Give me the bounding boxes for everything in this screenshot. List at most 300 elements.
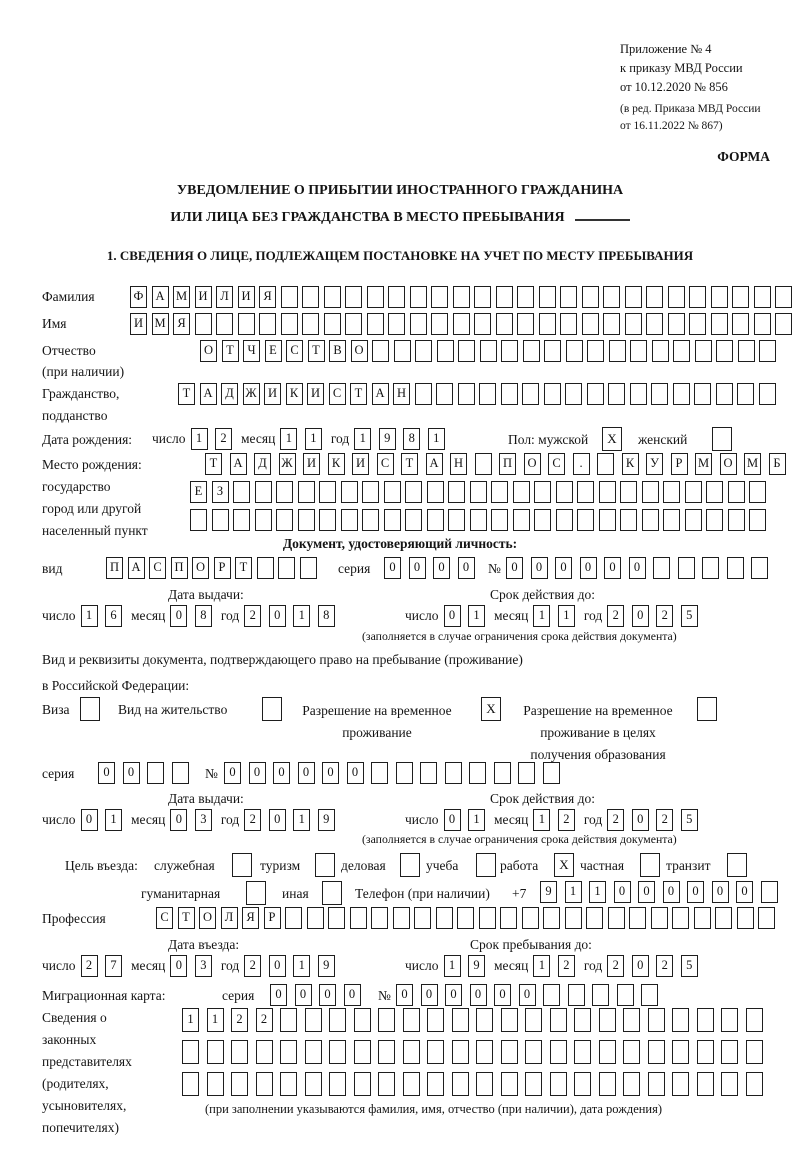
char-box[interactable]: [608, 907, 625, 929]
char-box[interactable]: 1: [305, 428, 322, 450]
char-box[interactable]: [501, 383, 518, 405]
char-box[interactable]: [328, 907, 345, 929]
char-box[interactable]: Я: [173, 313, 190, 335]
char-box[interactable]: [754, 286, 771, 308]
char-box[interactable]: 0: [98, 762, 115, 784]
char-box[interactable]: [620, 509, 637, 531]
char-box[interactable]: [775, 286, 792, 308]
char-box[interactable]: [737, 383, 754, 405]
char-box[interactable]: И: [307, 383, 324, 405]
char-box[interactable]: 0: [494, 984, 511, 1006]
char-box[interactable]: [711, 313, 728, 335]
purpose-business-checkbox[interactable]: [400, 853, 420, 877]
char-box[interactable]: [597, 453, 614, 475]
char-box[interactable]: А: [230, 453, 247, 475]
char-box[interactable]: [685, 481, 702, 503]
char-box[interactable]: [685, 509, 702, 531]
char-box[interactable]: [721, 1008, 738, 1032]
char-box[interactable]: [257, 557, 274, 579]
char-box[interactable]: [354, 1072, 371, 1096]
char-box[interactable]: 2: [81, 955, 98, 977]
char-box[interactable]: [574, 1072, 591, 1096]
char-box[interactable]: [630, 383, 647, 405]
char-box[interactable]: [518, 762, 535, 784]
char-box[interactable]: [393, 907, 410, 929]
char-box[interactable]: [182, 1040, 199, 1064]
char-box[interactable]: [302, 286, 319, 308]
char-box[interactable]: [586, 907, 603, 929]
char-box[interactable]: [233, 509, 250, 531]
char-box[interactable]: [427, 1008, 444, 1032]
education-residence-checkbox[interactable]: [697, 697, 717, 721]
char-box[interactable]: 2: [607, 955, 624, 977]
char-box[interactable]: [517, 286, 534, 308]
char-box[interactable]: [172, 762, 189, 784]
char-box[interactable]: [539, 313, 556, 335]
char-box[interactable]: 1: [354, 428, 371, 450]
char-box[interactable]: [436, 383, 453, 405]
char-box[interactable]: [652, 340, 669, 362]
char-box[interactable]: [663, 509, 680, 531]
char-box[interactable]: [501, 1040, 518, 1064]
char-box[interactable]: [305, 1008, 322, 1032]
char-box[interactable]: [513, 481, 530, 503]
char-box[interactable]: [457, 907, 474, 929]
char-box[interactable]: [689, 286, 706, 308]
char-box[interactable]: [732, 313, 749, 335]
char-box[interactable]: 0: [170, 955, 187, 977]
char-box[interactable]: 0: [444, 605, 461, 627]
char-box[interactable]: [556, 481, 573, 503]
char-box[interactable]: [276, 509, 293, 531]
char-box[interactable]: [491, 481, 508, 503]
char-box[interactable]: 0: [269, 955, 286, 977]
char-box[interactable]: [543, 984, 560, 1006]
char-box[interactable]: Т: [205, 453, 222, 475]
char-box[interactable]: [565, 383, 582, 405]
char-box[interactable]: [431, 286, 448, 308]
char-box[interactable]: [372, 340, 389, 362]
char-box[interactable]: [721, 1040, 738, 1064]
char-box[interactable]: [544, 340, 561, 362]
char-box[interactable]: [281, 313, 298, 335]
char-box[interactable]: [711, 286, 728, 308]
char-box[interactable]: [706, 481, 723, 503]
char-box[interactable]: 2: [558, 955, 575, 977]
purpose-humanitarian-checkbox[interactable]: [246, 881, 266, 905]
char-box[interactable]: [319, 509, 336, 531]
purpose-other-checkbox[interactable]: [322, 881, 342, 905]
char-box[interactable]: [721, 1072, 738, 1096]
char-box[interactable]: 0: [687, 881, 704, 903]
char-box[interactable]: 0: [319, 984, 336, 1006]
char-box[interactable]: [345, 313, 362, 335]
char-box[interactable]: [329, 1040, 346, 1064]
char-box[interactable]: [216, 313, 233, 335]
char-box[interactable]: 0: [273, 762, 290, 784]
char-box[interactable]: 0: [445, 984, 462, 1006]
char-box[interactable]: [587, 383, 604, 405]
char-box[interactable]: [469, 762, 486, 784]
char-box[interactable]: 0: [170, 605, 187, 627]
char-box[interactable]: [448, 509, 465, 531]
char-box[interactable]: [212, 509, 229, 531]
char-box[interactable]: [453, 313, 470, 335]
char-box[interactable]: К: [328, 453, 345, 475]
purpose-work-checkbox[interactable]: X: [554, 853, 574, 877]
char-box[interactable]: [749, 509, 766, 531]
char-box[interactable]: 8: [403, 428, 420, 450]
char-box[interactable]: 1: [533, 809, 550, 831]
char-box[interactable]: [737, 907, 754, 929]
char-box[interactable]: [630, 340, 647, 362]
char-box[interactable]: М: [695, 453, 712, 475]
char-box[interactable]: [276, 481, 293, 503]
char-box[interactable]: [195, 313, 212, 335]
char-box[interactable]: Я: [242, 907, 259, 929]
char-box[interactable]: [716, 340, 733, 362]
char-box[interactable]: [663, 481, 680, 503]
char-box[interactable]: 1: [207, 1008, 224, 1032]
char-box[interactable]: А: [426, 453, 443, 475]
char-box[interactable]: [427, 509, 444, 531]
char-box[interactable]: [603, 286, 620, 308]
char-box[interactable]: [255, 509, 272, 531]
char-box[interactable]: П: [171, 557, 188, 579]
char-box[interactable]: С: [149, 557, 166, 579]
char-box[interactable]: Т: [401, 453, 418, 475]
char-box[interactable]: [716, 383, 733, 405]
char-box[interactable]: [307, 907, 324, 929]
char-box[interactable]: С: [377, 453, 394, 475]
char-box[interactable]: [695, 340, 712, 362]
char-box[interactable]: Б: [769, 453, 786, 475]
char-box[interactable]: [494, 762, 511, 784]
char-box[interactable]: [702, 557, 719, 579]
char-box[interactable]: 0: [555, 557, 572, 579]
char-box[interactable]: [517, 313, 534, 335]
char-box[interactable]: [496, 286, 513, 308]
char-box[interactable]: [565, 907, 582, 929]
char-box[interactable]: 0: [269, 605, 286, 627]
char-box[interactable]: [727, 557, 744, 579]
char-box[interactable]: [746, 1040, 763, 1064]
char-box[interactable]: 0: [632, 809, 649, 831]
char-box[interactable]: Н: [450, 453, 467, 475]
char-box[interactable]: [362, 481, 379, 503]
char-box[interactable]: 0: [712, 881, 729, 903]
char-box[interactable]: [672, 1008, 689, 1032]
char-box[interactable]: И: [303, 453, 320, 475]
char-box[interactable]: [599, 1040, 616, 1064]
char-box[interactable]: К: [286, 383, 303, 405]
char-box[interactable]: [754, 313, 771, 335]
char-box[interactable]: С: [548, 453, 565, 475]
char-box[interactable]: Л: [221, 907, 238, 929]
char-box[interactable]: М: [173, 286, 190, 308]
char-box[interactable]: [582, 286, 599, 308]
char-box[interactable]: [648, 1072, 665, 1096]
char-box[interactable]: [574, 1008, 591, 1032]
char-box[interactable]: [751, 557, 768, 579]
char-box[interactable]: 1: [81, 605, 98, 627]
char-box[interactable]: 0: [519, 984, 536, 1006]
char-box[interactable]: 0: [249, 762, 266, 784]
char-box[interactable]: Т: [222, 340, 239, 362]
char-box[interactable]: [715, 907, 732, 929]
char-box[interactable]: [673, 340, 690, 362]
char-box[interactable]: [534, 481, 551, 503]
char-box[interactable]: .: [573, 453, 590, 475]
char-box[interactable]: [501, 340, 518, 362]
char-box[interactable]: 2: [656, 605, 673, 627]
char-box[interactable]: [452, 1040, 469, 1064]
char-box[interactable]: И: [238, 286, 255, 308]
char-box[interactable]: [599, 509, 616, 531]
char-box[interactable]: 5: [681, 955, 698, 977]
char-box[interactable]: [280, 1008, 297, 1032]
char-box[interactable]: [623, 1040, 640, 1064]
char-box[interactable]: [384, 481, 401, 503]
char-box[interactable]: [646, 286, 663, 308]
char-box[interactable]: [470, 509, 487, 531]
char-box[interactable]: 1: [533, 955, 550, 977]
char-box[interactable]: [642, 509, 659, 531]
char-box[interactable]: [759, 383, 776, 405]
char-box[interactable]: 1: [589, 881, 606, 903]
char-box[interactable]: [775, 313, 792, 335]
char-box[interactable]: [452, 1072, 469, 1096]
char-box[interactable]: [629, 907, 646, 929]
char-box[interactable]: [599, 1072, 616, 1096]
char-box[interactable]: 0: [629, 557, 646, 579]
char-box[interactable]: [525, 1040, 542, 1064]
char-box[interactable]: [384, 509, 401, 531]
char-box[interactable]: 0: [580, 557, 597, 579]
char-box[interactable]: [405, 509, 422, 531]
char-box[interactable]: Р: [671, 453, 688, 475]
char-box[interactable]: [642, 481, 659, 503]
char-box[interactable]: [544, 383, 561, 405]
char-box[interactable]: Д: [254, 453, 271, 475]
char-box[interactable]: [534, 509, 551, 531]
char-box[interactable]: [706, 509, 723, 531]
char-box[interactable]: [587, 340, 604, 362]
char-box[interactable]: [672, 907, 689, 929]
char-box[interactable]: [625, 313, 642, 335]
char-box[interactable]: [678, 557, 695, 579]
visa-checkbox[interactable]: [80, 697, 100, 721]
char-box[interactable]: [523, 340, 540, 362]
char-box[interactable]: Л: [216, 286, 233, 308]
char-box[interactable]: [609, 340, 626, 362]
char-box[interactable]: [749, 481, 766, 503]
char-box[interactable]: 1: [293, 955, 310, 977]
char-box[interactable]: [648, 1008, 665, 1032]
char-box[interactable]: 0: [531, 557, 548, 579]
char-box[interactable]: 2: [558, 809, 575, 831]
char-box[interactable]: 3: [195, 809, 212, 831]
char-box[interactable]: 0: [298, 762, 315, 784]
char-box[interactable]: [479, 907, 496, 929]
char-box[interactable]: [427, 1072, 444, 1096]
char-box[interactable]: К: [622, 453, 639, 475]
char-box[interactable]: 0: [270, 984, 287, 1006]
char-box[interactable]: [458, 383, 475, 405]
char-box[interactable]: 0: [632, 955, 649, 977]
purpose-private-checkbox[interactable]: [640, 853, 660, 877]
char-box[interactable]: 1: [293, 605, 310, 627]
char-box[interactable]: 1: [444, 955, 461, 977]
char-box[interactable]: Е: [265, 340, 282, 362]
char-box[interactable]: [550, 1072, 567, 1096]
char-box[interactable]: 1: [468, 809, 485, 831]
sex-male-checkbox[interactable]: X: [602, 427, 622, 451]
char-box[interactable]: 9: [540, 881, 557, 903]
char-box[interactable]: [362, 509, 379, 531]
char-box[interactable]: [728, 481, 745, 503]
char-box[interactable]: 2: [607, 809, 624, 831]
char-box[interactable]: [256, 1040, 273, 1064]
char-box[interactable]: Ж: [279, 453, 296, 475]
char-box[interactable]: 3: [195, 955, 212, 977]
char-box[interactable]: 0: [170, 809, 187, 831]
char-box[interactable]: [281, 286, 298, 308]
char-box[interactable]: [280, 1072, 297, 1096]
char-box[interactable]: [623, 1072, 640, 1096]
char-box[interactable]: 0: [409, 557, 426, 579]
char-box[interactable]: [458, 340, 475, 362]
char-box[interactable]: [378, 1072, 395, 1096]
char-box[interactable]: [280, 1040, 297, 1064]
char-box[interactable]: И: [352, 453, 369, 475]
char-box[interactable]: [427, 481, 444, 503]
char-box[interactable]: [522, 383, 539, 405]
char-box[interactable]: [697, 1040, 714, 1064]
char-box[interactable]: [582, 313, 599, 335]
char-box[interactable]: 0: [444, 809, 461, 831]
char-box[interactable]: [427, 1040, 444, 1064]
char-box[interactable]: [410, 286, 427, 308]
char-box[interactable]: [298, 481, 315, 503]
char-box[interactable]: 5: [681, 809, 698, 831]
char-box[interactable]: [694, 383, 711, 405]
char-box[interactable]: 2: [231, 1008, 248, 1032]
char-box[interactable]: [431, 313, 448, 335]
char-box[interactable]: О: [200, 340, 217, 362]
char-box[interactable]: [668, 286, 685, 308]
char-box[interactable]: 1: [565, 881, 582, 903]
char-box[interactable]: 0: [433, 557, 450, 579]
char-box[interactable]: [568, 984, 585, 1006]
char-box[interactable]: [259, 313, 276, 335]
char-box[interactable]: 2: [215, 428, 232, 450]
char-box[interactable]: [300, 557, 317, 579]
char-box[interactable]: 5: [681, 605, 698, 627]
char-box[interactable]: [697, 1072, 714, 1096]
char-box[interactable]: 1: [105, 809, 122, 831]
char-box[interactable]: [608, 383, 625, 405]
char-box[interactable]: [388, 286, 405, 308]
char-box[interactable]: О: [192, 557, 209, 579]
char-box[interactable]: [324, 286, 341, 308]
char-box[interactable]: 0: [506, 557, 523, 579]
char-box[interactable]: [190, 509, 207, 531]
char-box[interactable]: [319, 481, 336, 503]
char-box[interactable]: С: [286, 340, 303, 362]
char-box[interactable]: [207, 1072, 224, 1096]
char-box[interactable]: [305, 1072, 322, 1096]
char-box[interactable]: [539, 286, 556, 308]
char-box[interactable]: 0: [736, 881, 753, 903]
char-box[interactable]: [543, 907, 560, 929]
char-box[interactable]: 9: [468, 955, 485, 977]
char-box[interactable]: [625, 286, 642, 308]
char-box[interactable]: А: [152, 286, 169, 308]
char-box[interactable]: 0: [470, 984, 487, 1006]
char-box[interactable]: С: [329, 383, 346, 405]
char-box[interactable]: Я: [259, 286, 276, 308]
char-box[interactable]: [476, 1040, 493, 1064]
char-box[interactable]: Ж: [243, 383, 260, 405]
char-box[interactable]: 0: [322, 762, 339, 784]
char-box[interactable]: [414, 907, 431, 929]
char-box[interactable]: 8: [318, 605, 335, 627]
char-box[interactable]: [592, 984, 609, 1006]
char-box[interactable]: [403, 1072, 420, 1096]
purpose-study-checkbox[interactable]: [476, 853, 496, 877]
char-box[interactable]: [255, 481, 272, 503]
char-box[interactable]: [732, 286, 749, 308]
char-box[interactable]: 1: [428, 428, 445, 450]
char-box[interactable]: [689, 313, 706, 335]
char-box[interactable]: [453, 286, 470, 308]
char-box[interactable]: 2: [244, 605, 261, 627]
char-box[interactable]: 0: [269, 809, 286, 831]
char-box[interactable]: 0: [663, 881, 680, 903]
char-box[interactable]: М: [744, 453, 761, 475]
char-box[interactable]: [620, 481, 637, 503]
char-box[interactable]: 0: [396, 984, 413, 1006]
char-box[interactable]: [329, 1072, 346, 1096]
char-box[interactable]: 0: [421, 984, 438, 1006]
char-box[interactable]: [341, 509, 358, 531]
char-box[interactable]: [298, 509, 315, 531]
char-box[interactable]: 0: [614, 881, 631, 903]
char-box[interactable]: [668, 313, 685, 335]
char-box[interactable]: [371, 907, 388, 929]
char-box[interactable]: [648, 1040, 665, 1064]
char-box[interactable]: [452, 1008, 469, 1032]
char-box[interactable]: [475, 453, 492, 475]
char-box[interactable]: [354, 1040, 371, 1064]
char-box[interactable]: Т: [308, 340, 325, 362]
char-box[interactable]: [285, 907, 302, 929]
char-box[interactable]: 0: [347, 762, 364, 784]
char-box[interactable]: 9: [379, 428, 396, 450]
char-box[interactable]: [403, 1008, 420, 1032]
char-box[interactable]: [405, 481, 422, 503]
char-box[interactable]: [496, 313, 513, 335]
char-box[interactable]: [367, 286, 384, 308]
char-box[interactable]: [388, 313, 405, 335]
char-box[interactable]: А: [128, 557, 145, 579]
char-box[interactable]: [207, 1040, 224, 1064]
sex-female-checkbox[interactable]: [712, 427, 732, 451]
char-box[interactable]: 0: [458, 557, 475, 579]
char-box[interactable]: [278, 557, 295, 579]
char-box[interactable]: [694, 907, 711, 929]
